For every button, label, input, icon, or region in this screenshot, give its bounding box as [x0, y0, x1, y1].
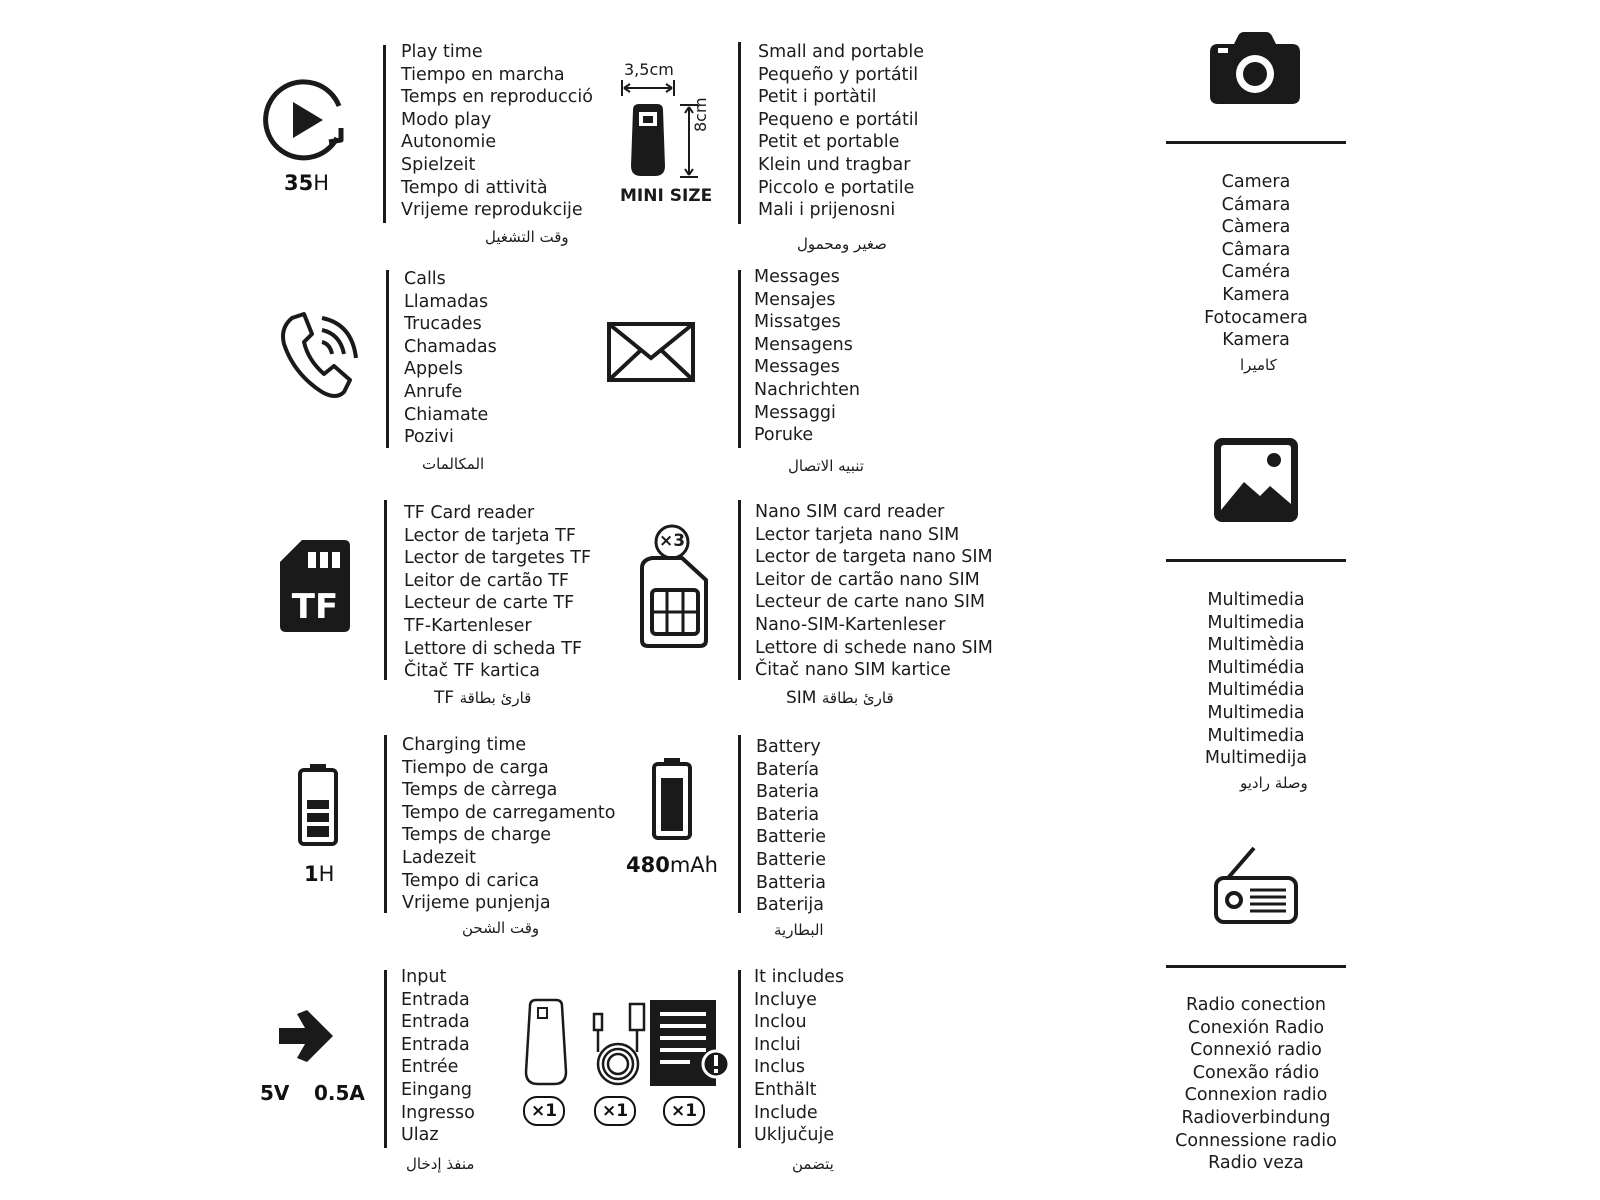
play-time-value — [284, 171, 329, 195]
list-item: Enthält — [754, 1079, 817, 1100]
tf-arabic: قارئ بطاقة — [459, 689, 532, 707]
phone-icon — [524, 998, 568, 1086]
list-item: Multimedia — [1207, 702, 1305, 723]
list-item: Batería — [756, 759, 820, 780]
input-voltage: 5V — [260, 1081, 290, 1105]
includes-arabic: يتضمن — [792, 1155, 834, 1173]
list-item: Câmara — [1221, 239, 1291, 260]
battery-charging-icon — [298, 764, 338, 846]
list-item: Čitač TF kartica — [404, 661, 540, 682]
list-item: Messages — [754, 357, 840, 378]
list-item: Kamera — [1222, 330, 1290, 351]
list-item: Lector de tarjeta TF — [404, 525, 576, 546]
divider — [738, 42, 741, 224]
list-item: Nachrichten — [754, 379, 861, 400]
list-item: Messages — [754, 267, 840, 287]
list-item: Càmera — [1221, 217, 1291, 238]
size-labels — [758, 41, 924, 222]
width-dimension-icon — [620, 80, 676, 96]
manual-icon — [650, 1000, 730, 1086]
radio-divider — [1166, 965, 1346, 968]
envelope-icon — [607, 322, 695, 382]
list-item: Tempo de carregamento — [402, 802, 616, 823]
list-item: Tempo di attività — [401, 177, 548, 198]
list-item: Multimédia — [1207, 657, 1305, 678]
phone-dimensions-icon — [629, 104, 667, 176]
list-item: Lettore di schede nano SIM — [755, 637, 993, 658]
list-item: Multimedija — [1204, 748, 1308, 769]
manual-count-badge: ×1 — [663, 1096, 705, 1126]
calls-labels — [404, 268, 497, 449]
messages-labels — [754, 266, 860, 447]
input-labels — [401, 966, 475, 1147]
divider — [384, 970, 387, 1148]
charging-time-number: 1 — [304, 862, 319, 886]
size-arabic: صغير ومحمول — [797, 235, 887, 253]
play-time-unit: H — [313, 171, 330, 195]
list-item: Ladezeit — [402, 847, 477, 868]
charging-labels — [402, 734, 615, 915]
list-item: Cámara — [1221, 194, 1291, 215]
list-item: Čitač nano SIM kartice — [755, 660, 951, 681]
tf-arabic-line — [434, 688, 531, 708]
image-icon — [1214, 438, 1298, 522]
divider — [738, 270, 741, 448]
list-item: Charging time — [402, 735, 527, 755]
list-item: Batterie — [756, 827, 827, 848]
play-time-number: 35 — [284, 171, 314, 195]
list-item: Batterie — [756, 849, 827, 870]
list-item: Leitor de cartão nano SIM — [755, 569, 980, 590]
camera-arabic: كاميرا — [1240, 356, 1277, 374]
list-item: Lettore di scheda TF — [404, 638, 583, 659]
list-item: Multimedia — [1207, 590, 1305, 610]
list-item: Nano-SIM-Kartenleser — [755, 614, 946, 635]
list-item: Multimédia — [1207, 680, 1305, 701]
list-item: Entrada — [401, 1034, 470, 1055]
list-item: Camera — [1221, 172, 1291, 192]
list-item: Input — [401, 967, 447, 987]
list-item: Connessione radio — [1175, 1130, 1337, 1151]
list-item: Radioverbindung — [1181, 1107, 1331, 1128]
list-item: Temps de càrrega — [402, 780, 558, 801]
sim-count: ×3 — [658, 531, 686, 551]
list-item: Caméra — [1221, 262, 1291, 283]
usb-cable-icon — [590, 1002, 654, 1086]
list-item: Calls — [404, 269, 446, 289]
list-item: Radio conection — [1185, 995, 1327, 1015]
battery-full-icon — [652, 758, 692, 840]
list-item: Uključuje — [754, 1125, 835, 1146]
list-item: It includes — [754, 967, 845, 987]
list-item: Eingang — [401, 1079, 473, 1100]
list-item: Conexión Radio — [1187, 1017, 1325, 1038]
list-item: Tempo di carica — [402, 870, 540, 891]
play-time-arabic: وقت التشغيل — [485, 228, 569, 246]
list-item: Leitor de cartão TF — [404, 570, 569, 591]
input-current: 0.5A — [314, 1081, 365, 1105]
list-item: Pozivi — [404, 427, 454, 448]
list-item: Temps en reproducció — [401, 87, 593, 108]
list-item: Multimedia — [1207, 612, 1305, 633]
input-arabic: منفذ إدخال — [406, 1155, 475, 1173]
list-item: Bateria — [756, 782, 820, 803]
divider — [738, 735, 741, 913]
multimedia-labels — [1166, 589, 1346, 770]
battery-unit: mAh — [669, 853, 718, 877]
radio-labels — [1146, 994, 1366, 1175]
list-item: Tiempo en marcha — [401, 64, 565, 85]
divider — [383, 45, 386, 223]
battery-value — [626, 853, 718, 877]
calls-arabic: المكالمات — [422, 455, 485, 473]
camera-icon — [1210, 32, 1300, 104]
list-item: Multimèdia — [1207, 635, 1305, 656]
list-item: Conexão rádio — [1192, 1062, 1320, 1083]
list-item: Piccolo e portatile — [758, 177, 915, 198]
list-item: Pequeno e portátil — [758, 109, 919, 130]
list-item: Modo play — [401, 109, 492, 130]
list-item: Bateria — [756, 804, 820, 825]
list-item: Ingresso — [401, 1102, 475, 1123]
list-item: TF Card reader — [404, 503, 535, 523]
list-item: Petit i portàtil — [758, 87, 877, 108]
list-item: Play time — [401, 42, 483, 62]
list-item: Fotocamera — [1204, 307, 1308, 328]
list-item: Chamadas — [404, 336, 497, 357]
phone-count-badge: ×1 — [523, 1096, 565, 1126]
play-cycle-icon — [265, 80, 351, 162]
tf-icon-text: TF — [291, 587, 339, 627]
list-item: Lecteur de carte TF — [404, 593, 575, 614]
cable-count-badge: ×1 — [594, 1096, 636, 1126]
list-item: Inclui — [754, 1034, 801, 1055]
sim-labels — [755, 501, 993, 682]
list-item: Trucades — [404, 314, 482, 335]
list-item: Inclou — [754, 1012, 807, 1033]
tf-card-icon — [280, 540, 350, 632]
tf-labels — [404, 502, 591, 683]
list-item: Pequeño y portátil — [758, 64, 919, 85]
list-item: Lector tarjeta nano SIM — [755, 524, 960, 545]
phone-call-icon — [278, 312, 358, 402]
list-item: Batteria — [756, 872, 826, 893]
list-item: Vrijeme reprodukcije — [401, 200, 583, 221]
battery-labels — [756, 736, 826, 917]
list-item: Messaggi — [754, 402, 836, 423]
divider — [386, 270, 389, 448]
charging-time-value — [304, 862, 334, 886]
list-item: Entrada — [401, 989, 470, 1010]
list-item: Temps de charge — [402, 825, 551, 846]
list-item: Missatges — [754, 312, 841, 333]
list-item: Lecteur de carte nano SIM — [755, 592, 986, 613]
list-item: Entrada — [401, 1012, 470, 1033]
list-item: Mensajes — [754, 289, 836, 310]
sim-arabic-suffix: SIM — [786, 688, 817, 708]
list-item: Connexion radio — [1184, 1085, 1328, 1106]
list-item: Petit et portable — [758, 132, 900, 153]
size-height-label: 8cm — [691, 97, 710, 132]
includes-labels — [754, 966, 844, 1147]
list-item: Lector de targetes TF — [404, 548, 592, 569]
multimedia-arabic: وصلة راديو — [1240, 774, 1308, 792]
list-item: Small and portable — [758, 42, 924, 62]
tf-arabic-suffix: TF — [434, 688, 455, 708]
list-item: Connexió radio — [1190, 1040, 1322, 1061]
list-item: Mensagens — [754, 334, 853, 355]
divider — [384, 735, 387, 913]
battery-arabic: البطارية — [774, 921, 824, 939]
list-item: Poruke — [754, 425, 814, 446]
battery-number: 480 — [626, 853, 670, 877]
list-item: Lector de targeta nano SIM — [755, 547, 993, 568]
camera-divider — [1166, 141, 1346, 144]
multimedia-divider — [1166, 559, 1346, 562]
list-item: Radio veza — [1208, 1153, 1304, 1174]
list-item: Spielzeit — [401, 154, 476, 175]
list-item: Anrufe — [404, 381, 463, 402]
list-item: Include — [754, 1102, 818, 1123]
play-time-labels — [401, 41, 593, 222]
list-item: Battery — [756, 737, 821, 757]
size-width-label: 3,5cm — [624, 60, 674, 79]
list-item: Incluye — [754, 989, 817, 1010]
sim-arabic: قارئ بطاقة — [821, 689, 894, 707]
list-item: Nano SIM card reader — [755, 502, 945, 522]
list-item: Appels — [404, 359, 463, 380]
charging-time-unit: H — [318, 862, 335, 886]
divider — [738, 500, 741, 680]
radio-icon — [1214, 846, 1298, 924]
list-item: Mali i prijenosni — [758, 200, 896, 221]
camera-labels — [1166, 171, 1346, 352]
charging-arabic: وقت الشحن — [462, 919, 540, 937]
divider — [384, 500, 387, 680]
list-item: Entrée — [401, 1057, 459, 1078]
list-item: Klein und tragbar — [758, 154, 911, 175]
list-item: Baterija — [756, 895, 825, 916]
list-item: Tiempo de carga — [402, 757, 549, 778]
list-item: Autonomie — [401, 132, 497, 153]
list-item: Kamera — [1222, 284, 1290, 305]
list-item: Ulaz — [401, 1125, 439, 1146]
divider — [738, 970, 741, 1148]
list-item: Multimedia — [1207, 725, 1305, 746]
mini-size-caption: MINI SIZE — [620, 186, 713, 206]
list-item: Vrijeme punjenja — [402, 893, 551, 914]
list-item: Chiamate — [404, 404, 489, 425]
sim-arabic-line — [786, 688, 894, 708]
list-item: TF-Kartenleser — [404, 615, 532, 636]
list-item: Inclus — [754, 1057, 805, 1078]
arrow-right-icon — [277, 1008, 335, 1064]
list-item: Llamadas — [404, 291, 489, 312]
messages-arabic: تنبيه الاتصال — [788, 457, 864, 475]
